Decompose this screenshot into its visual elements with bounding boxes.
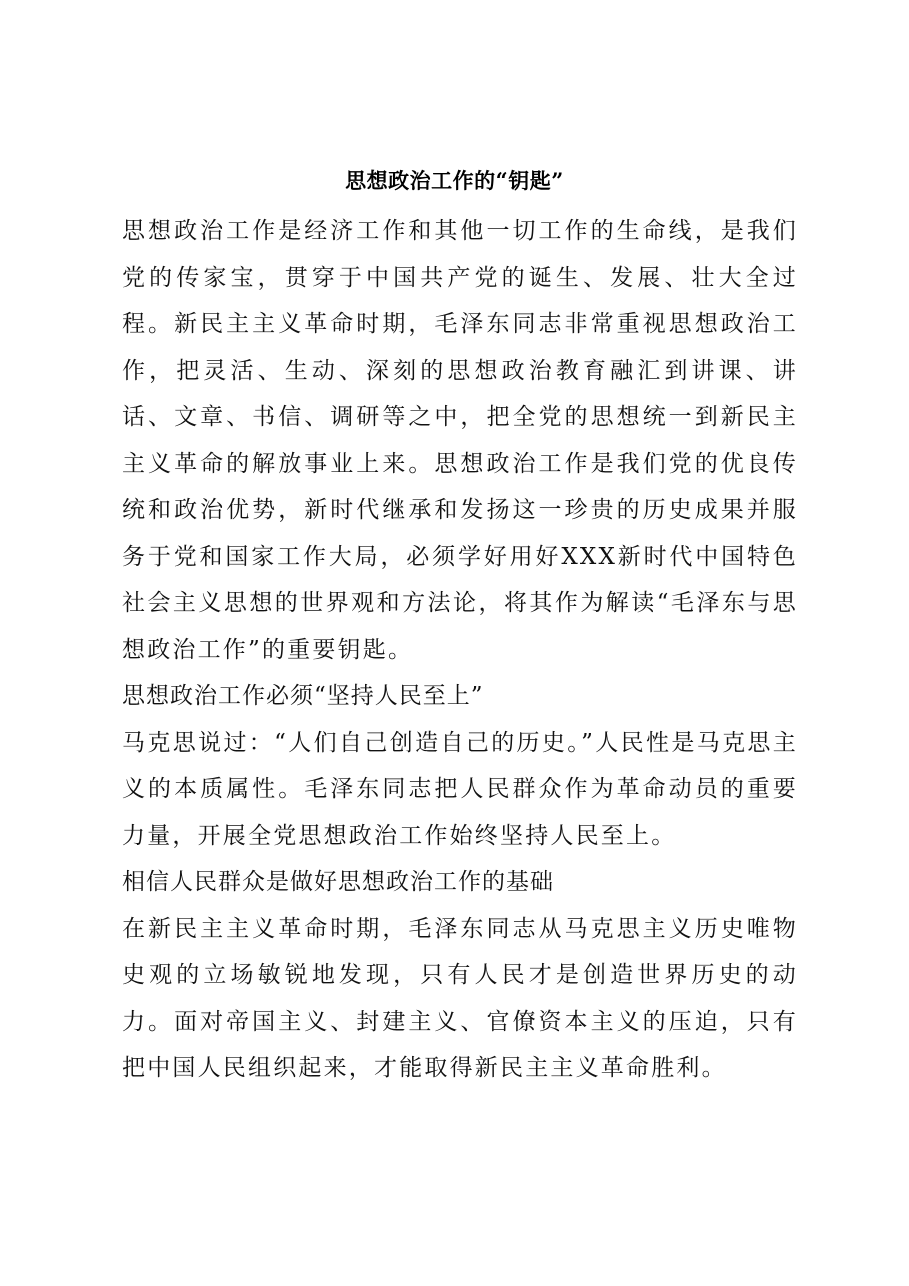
paragraph-new-democratic-revolution: 在新民主主义革命时期，毛泽东同志从马克思主义历史唯物史观的立场敏锐地发现，只有人民才是创造世界历史的动力。面对帝国主义、封建主义、官僚资本主义的压迫，只有把中国人民组织起来，才能取得新民主主义革命胜利。 bbox=[122, 915, 798, 1081]
document-body bbox=[122, 208, 798, 1092]
section-heading-people-first: 思想政治工作必须“坚持人民至上” bbox=[122, 683, 484, 709]
paragraph-intro: 思想政治工作是经济工作和其他一切工作的生命线，是我们党的传家宝，贯穿于中国共产党的诞生、发展、壮大全过程。新民主主义革命时期，毛泽东同志非常重视思想政治工作，把灵活、生动、深刻的思想政治教育融汇到讲课、讲话、文章、书信、调研等之中，把全党的思想统一到新民主主义革命的解放事业上来。思想政治工作是我们党的优良传统和政治优势，新时代继承和发扬这一珍贵的历史成果并服务于党和国家工作大局，必须学好用好XXX新时代中国特色社会主义思想的世界观和方法论，将其作为解读“毛泽东与思想政治工作”的重要钥匙。 bbox=[122, 218, 798, 663]
section-heading-trust-masses: 相信人民群众是做好思想政治工作的基础 bbox=[122, 869, 554, 895]
paragraph-marx-quote: 马克思说过：“人们自己创造自己的历史。”人民性是马克思主义的本质属性。毛泽东同志把人民群众作为革命动员的重要力量，开展全党思想政治工作始终坚持人民至上。 bbox=[122, 729, 798, 849]
document-title: 思想政治工作的“钥匙” bbox=[345, 168, 564, 193]
